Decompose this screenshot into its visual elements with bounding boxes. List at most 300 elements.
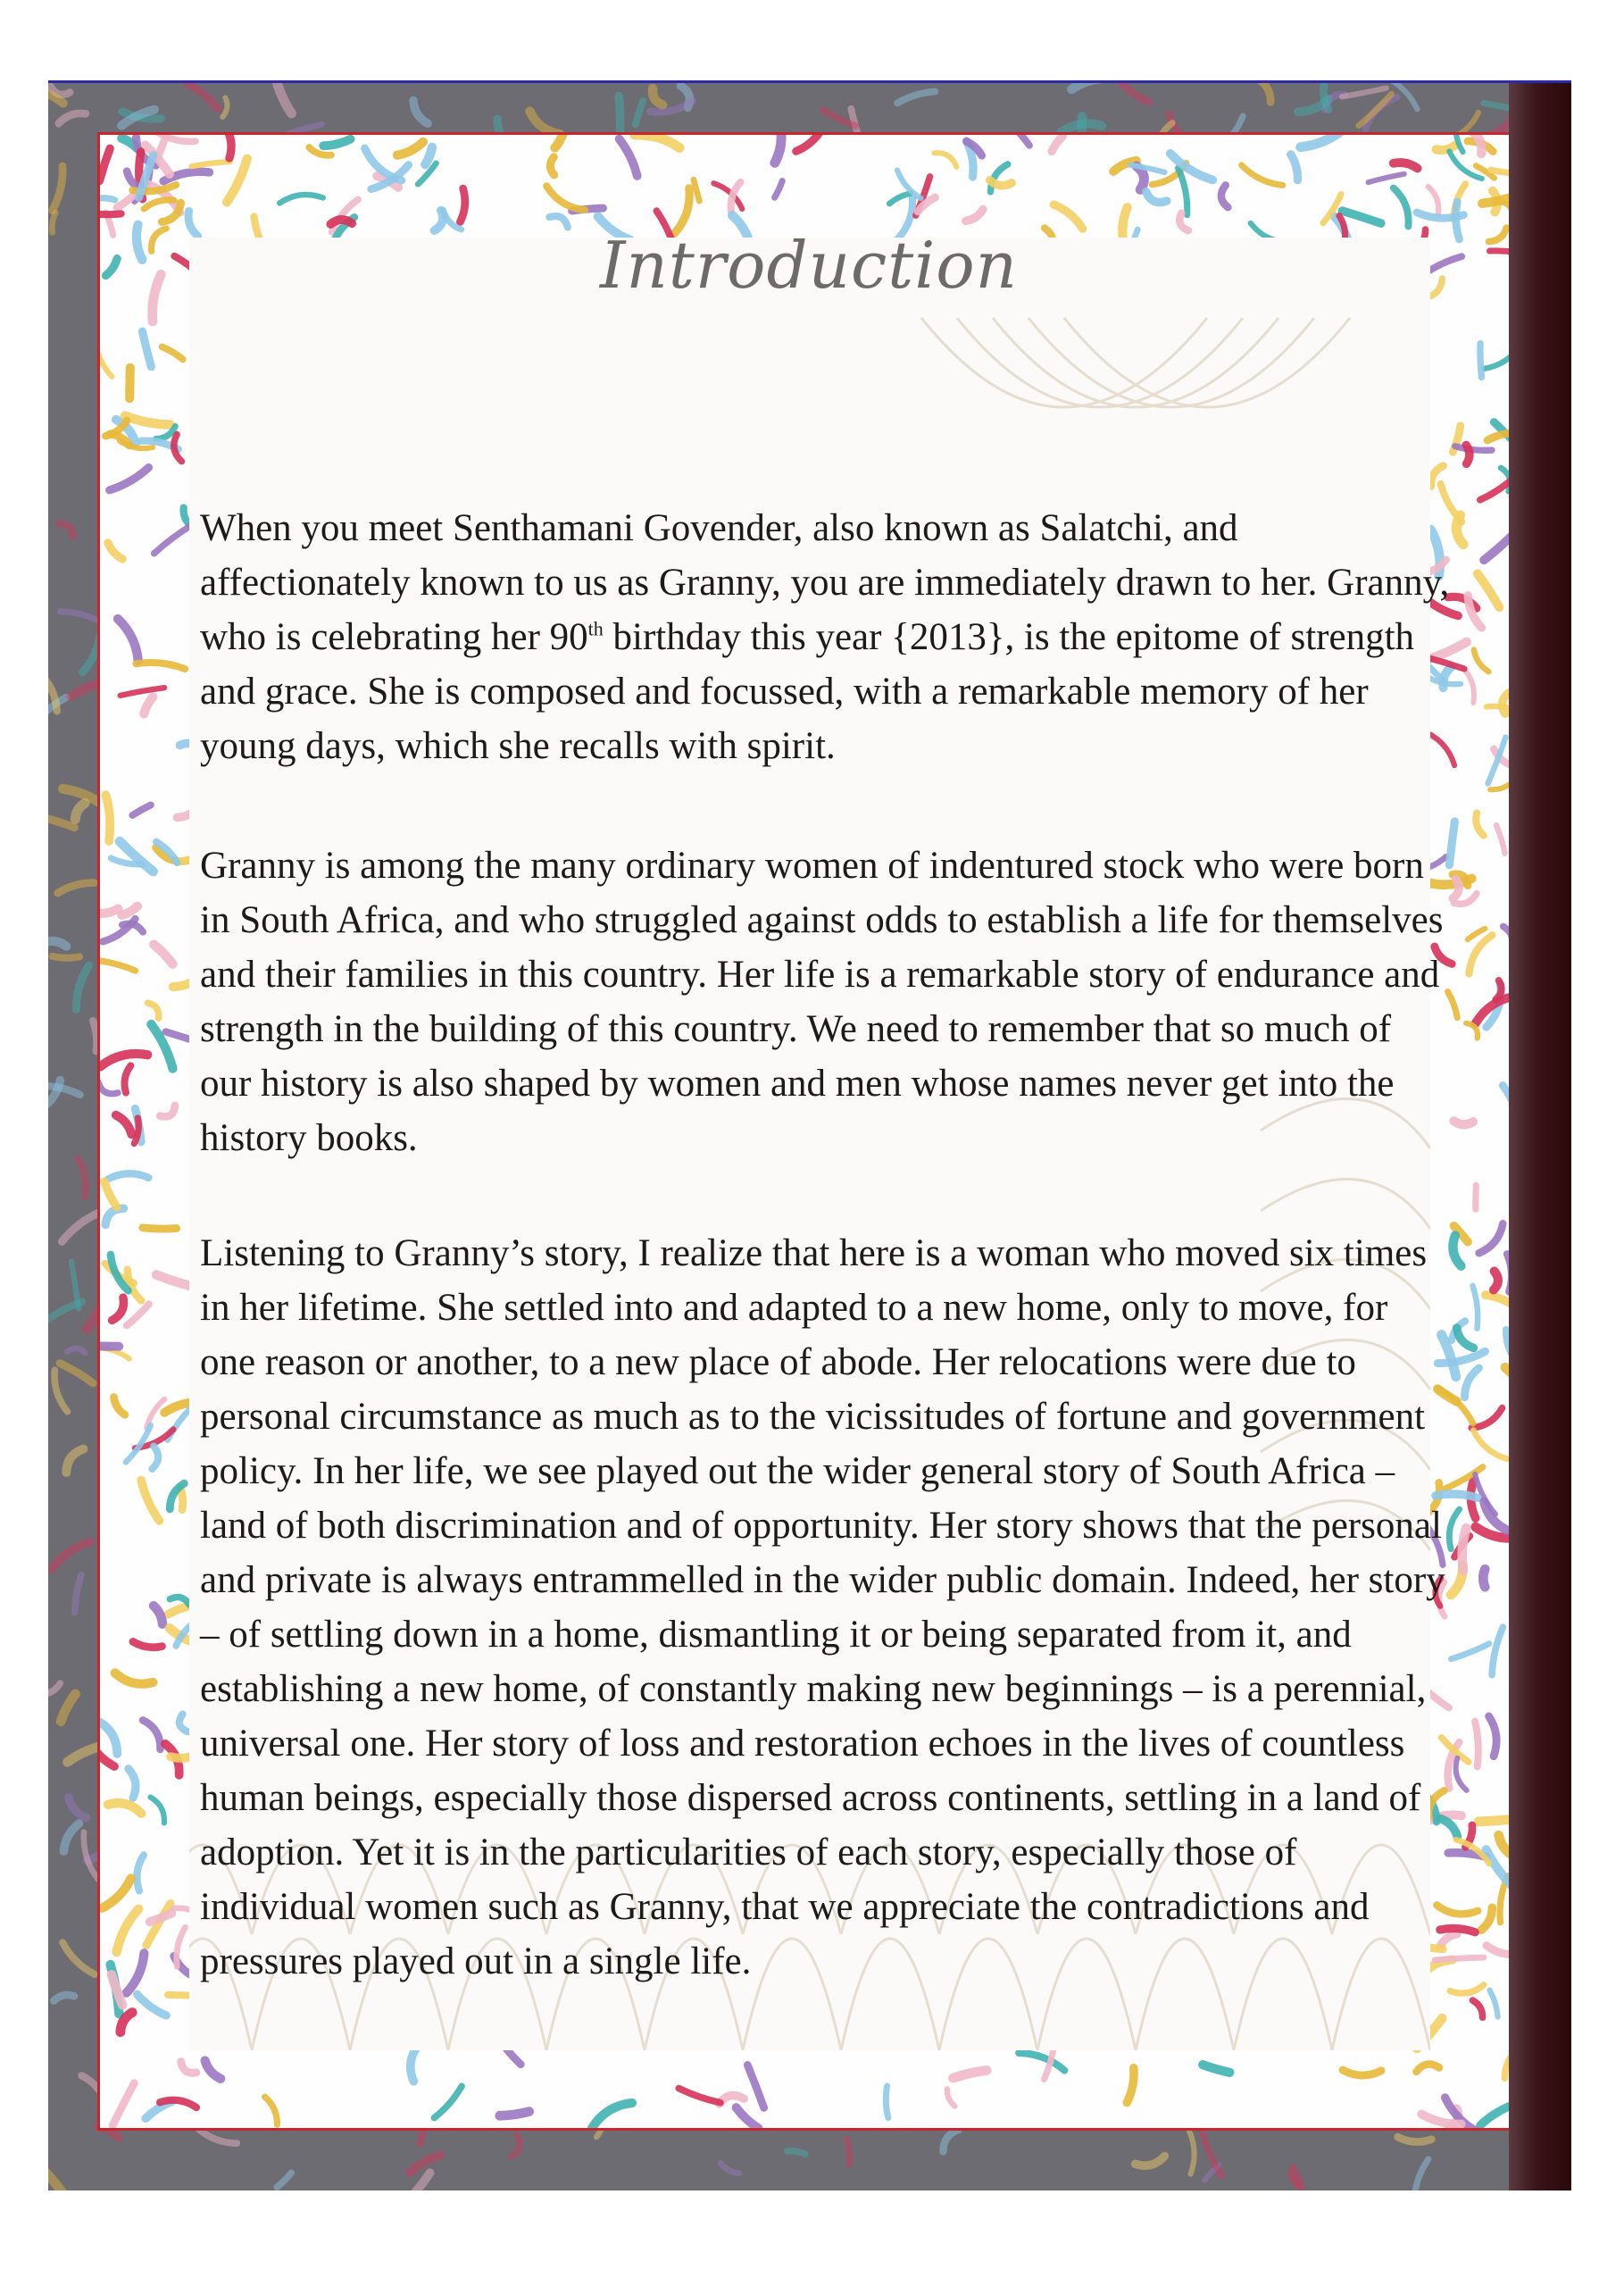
- confetti-piece: [100, 333, 112, 379]
- confetti-piece: [1494, 1272, 1498, 1290]
- confetti-piece: [48, 673, 60, 711]
- confetti-piece: [124, 1270, 141, 1303]
- confetti-piece: [550, 157, 554, 175]
- confetti-piece: [113, 1673, 153, 1687]
- confetti-piece: [191, 161, 229, 166]
- confetti-piece: [122, 112, 162, 121]
- confetti-piece: [512, 2134, 521, 2157]
- confetti-piece: [1144, 192, 1166, 206]
- confetti-piece: [650, 101, 694, 116]
- confetti-piece: [987, 162, 1008, 192]
- binding-shadow: [1509, 83, 1571, 2190]
- confetti-piece: [135, 1108, 141, 1141]
- confetti-piece: [143, 697, 153, 713]
- confetti-piece: [62, 1446, 84, 1473]
- confetti-piece: [160, 1106, 178, 1121]
- confetti-piece: [100, 1740, 114, 1768]
- confetti-piece: [156, 426, 178, 441]
- confetti-piece: [1471, 1408, 1504, 1432]
- confetti-piece: [122, 1065, 130, 1093]
- confetti-piece: [1490, 1990, 1500, 2016]
- confetti-piece: [48, 697, 66, 715]
- confetti-piece: [49, 87, 70, 97]
- confetti-piece: [271, 83, 291, 114]
- confetti-piece: [171, 434, 181, 462]
- confetti-piece: [48, 2173, 70, 2190]
- confetti-piece: [155, 135, 170, 163]
- confetti-piece: [104, 1181, 117, 1207]
- confetti-piece: [371, 164, 411, 191]
- page-title: Introduction: [600, 228, 1018, 303]
- confetti-piece: [100, 1344, 130, 1359]
- confetti-piece: [1484, 537, 1512, 561]
- confetti-piece: [966, 140, 975, 177]
- confetti-piece: [1451, 183, 1466, 220]
- confetti-piece: [111, 1974, 122, 2005]
- confetti-piece: [966, 209, 985, 222]
- confetti-piece: [418, 163, 437, 185]
- confetti-piece: [945, 2089, 954, 2107]
- confetti-piece: [120, 841, 154, 872]
- confetti-piece: [100, 1346, 119, 1347]
- confetti-piece: [1455, 515, 1463, 545]
- confetti-piece: [112, 2083, 134, 2126]
- confetti-piece: [1169, 154, 1212, 183]
- confetti-piece: [67, 1348, 85, 1353]
- confetti-piece: [1323, 195, 1342, 224]
- confetti-piece: [162, 169, 209, 181]
- confetti-piece: [1489, 1715, 1499, 1756]
- confetti-piece: [1054, 202, 1084, 229]
- confetti-piece: [1342, 88, 1387, 97]
- confetti-piece: [1470, 1431, 1508, 1463]
- confetti-piece: [775, 135, 784, 163]
- confetti-piece: [1112, 83, 1148, 104]
- confetti-piece: [736, 2107, 759, 2128]
- confetti-piece: [180, 1488, 184, 1509]
- confetti-piece: [60, 1363, 94, 1383]
- confetti-piece: [410, 100, 428, 125]
- confetti-piece: [136, 1994, 166, 2017]
- confetti-piece: [53, 1993, 74, 2001]
- confetti-piece: [1472, 1286, 1479, 1329]
- confetti-piece: [170, 1595, 190, 1605]
- confetti-piece: [1455, 446, 1492, 452]
- confetti-piece: [102, 1205, 123, 1225]
- confetti-piece: [172, 1956, 189, 1975]
- confetti-piece: [1480, 1502, 1507, 1533]
- confetti-piece: [589, 2099, 632, 2128]
- confetti-piece: [1462, 1366, 1479, 1398]
- confetti-piece: [620, 138, 639, 176]
- confetti-piece: [136, 661, 185, 669]
- confetti-piece: [143, 197, 174, 209]
- confetti-piece: [1473, 1474, 1495, 1515]
- confetti-piece: [148, 1000, 162, 1018]
- confetti-piece: [917, 196, 935, 212]
- confetti-piece: [1240, 165, 1283, 189]
- confetti-piece: [1453, 426, 1461, 453]
- confetti-piece: [434, 2086, 463, 2119]
- confetti-piece: [127, 1304, 149, 1326]
- confetti-piece: [1449, 822, 1454, 865]
- confetti-piece: [154, 944, 173, 964]
- confetti-piece: [187, 83, 220, 109]
- confetti-piece: [1466, 1021, 1481, 1039]
- confetti-piece: [73, 1574, 81, 1612]
- confetti-piece: [330, 220, 352, 224]
- confetti-piece: [425, 147, 433, 165]
- confetti-piece: [100, 148, 110, 180]
- confetti-piece: [1383, 83, 1420, 109]
- confetti-piece: [1475, 1721, 1479, 1766]
- lace-line: [1064, 318, 1350, 407]
- lace-line: [921, 318, 1207, 407]
- confetti-piece: [132, 805, 151, 815]
- confetti-piece: [111, 432, 131, 446]
- confetti-piece: [60, 1209, 102, 1242]
- confetti-piece: [1012, 135, 1030, 146]
- confetti-piece: [138, 152, 143, 199]
- confetti-piece: [277, 2173, 292, 2188]
- confetti-piece: [1468, 928, 1486, 939]
- confetti-piece: [1453, 1328, 1473, 1350]
- confetti-piece: [1451, 1236, 1462, 1267]
- confetti-piece: [121, 906, 137, 916]
- lace-line: [1261, 1179, 1430, 1229]
- confetti-piece: [1478, 573, 1500, 607]
- confetti-piece: [152, 135, 196, 146]
- confetti-piece: [775, 181, 783, 198]
- confetti-piece: [71, 1262, 79, 1308]
- confetti-piece: [100, 957, 136, 971]
- confetti-piece: [1449, 1320, 1465, 1340]
- confetti-piece: [895, 171, 920, 201]
- confetti-piece: [953, 2069, 987, 2078]
- confetti-piece: [60, 1693, 76, 1721]
- confetti-piece: [1127, 2068, 1136, 2103]
- confetti-piece: [1470, 1480, 1475, 1518]
- confetti-piece: [179, 2062, 196, 2077]
- confetti-piece: [223, 135, 234, 158]
- confetti-piece: [57, 880, 94, 894]
- confetti-piece: [1428, 186, 1442, 214]
- confetti-piece: [105, 421, 129, 438]
- confetti-piece: [1467, 135, 1486, 154]
- confetti-piece: [718, 2093, 744, 2104]
- confetti-piece: [1483, 1569, 1485, 1587]
- scanned-page-frame: [48, 80, 1571, 2190]
- confetti-piece: [151, 1795, 169, 1823]
- confetti-piece: [1453, 879, 1460, 899]
- confetti-piece: [1464, 668, 1477, 703]
- confetti-piece: [1496, 825, 1505, 854]
- confetti-piece: [409, 2045, 419, 2082]
- confetti-piece: [572, 208, 604, 212]
- confetti-piece: [1260, 83, 1273, 102]
- confetti-piece: [679, 2089, 720, 2104]
- confetti-piece: [111, 1965, 121, 2014]
- confetti-piece: [227, 159, 249, 204]
- confetti-piece: [103, 919, 137, 945]
- confetti-piece: [1321, 83, 1328, 110]
- confetti-piece: [145, 1398, 165, 1428]
- confetti-piece: [265, 2096, 280, 2125]
- confetti-piece: [1061, 121, 1102, 133]
- confetti-piece: [132, 1641, 162, 1648]
- confetti-piece: [143, 179, 183, 213]
- confetti-piece: [132, 185, 176, 194]
- confetti-piece: [1473, 994, 1511, 1024]
- confetti-piece: [59, 521, 76, 537]
- confetti-piece: [146, 145, 171, 174]
- confetti-piece: [51, 213, 55, 233]
- confetti-piece: [143, 1717, 165, 1749]
- confetti-piece: [397, 142, 424, 157]
- confetti-piece: [886, 2086, 888, 2118]
- confetti-piece: [60, 1942, 94, 1976]
- confetti-piece: [162, 203, 184, 225]
- confetti-piece: [1394, 186, 1413, 226]
- confetti-piece: [1453, 871, 1470, 886]
- confetti-piece: [141, 438, 179, 449]
- confetti-piece: [1287, 2174, 1320, 2190]
- confetti-piece: [1343, 2070, 1381, 2075]
- confetti-piece: [1453, 1121, 1472, 1124]
- confetti-piece: [135, 1855, 144, 1891]
- confetti-piece: [48, 1081, 62, 1108]
- confetti-piece: [1446, 151, 1482, 182]
- confetti-piece: [554, 135, 566, 148]
- confetti-piece: [460, 188, 466, 222]
- confetti-piece: [111, 858, 142, 866]
- confetti-piece: [222, 97, 229, 117]
- confetti-piece: [48, 813, 75, 827]
- confetti-piece: [107, 1255, 128, 1292]
- confetti-piece: [1112, 159, 1137, 171]
- confetti-piece: [1130, 164, 1164, 172]
- confetti-piece: [1461, 1528, 1466, 1571]
- confetti-piece: [1301, 135, 1344, 150]
- confetti-piece: [61, 1822, 79, 1851]
- confetti-piece: [106, 543, 122, 560]
- confetti-piece: [897, 89, 936, 103]
- confetti-piece: [112, 1298, 127, 1323]
- book-page: [97, 132, 1520, 2131]
- confetti-piece: [916, 177, 930, 216]
- confetti-piece: [1468, 138, 1495, 152]
- confetti-piece: [650, 88, 663, 106]
- confetti-piece: [635, 101, 643, 124]
- confetti-piece: [1019, 2049, 1066, 2070]
- confetti-piece: [1368, 173, 1403, 182]
- confetti-piece: [1452, 1644, 1490, 1660]
- paragraph-3: Listening to Granny’s story, I realize that here is a woman who moved six times in her lifetime. She settled into and adapted to a new home, only to move, for one reason or another, to a new place of abode. Her relocations were due to personal circumstance as much as to the vicissitudes of fortune and government policy. In her life, we see played out the wider general story of South Africa – land of both discrimination and of opportunity. Her story shows that the personal and private is always entrammelled in the wider public domain. Indeed, her story – of settling down in a home, dismantling it or being separated from it, and establishing a new home, of constantly making new beginnings – is a perennial, universal one. Her story of loss and restoration echoes in the lives of countless human beings, especially those dispersed across continents, settling in a land of adoption. Yet it is in the particularities of each story, especially those of individual women such as Granny, that we appreciate the contradictions and pressures played out in a single life.: [200, 1232, 1445, 1982]
- confetti-piece: [412, 2173, 430, 2190]
- confetti-piece: [48, 939, 67, 947]
- confetti-piece: [1394, 161, 1419, 169]
- confetti-piece: [1359, 94, 1392, 126]
- confetti-piece: [1453, 894, 1478, 908]
- confetti-piece: [1473, 814, 1483, 837]
- confetti-piece: [1465, 596, 1482, 630]
- confetti-piece: [1487, 984, 1505, 1029]
- confetti-piece: [51, 1370, 68, 1413]
- confetti-piece: [1490, 1627, 1503, 1675]
- confetti-piece: [50, 1539, 91, 1569]
- confetti-piece: [53, 166, 66, 212]
- confetti-piece: [549, 213, 570, 228]
- confetti-piece: [1497, 1875, 1508, 1923]
- confetti-piece: [967, 140, 983, 155]
- confetti-piece: [1453, 1535, 1470, 1556]
- confetti-piece: [720, 2163, 739, 2174]
- confetti-piece: [635, 135, 681, 148]
- confetti-piece: [361, 148, 401, 185]
- confetti-piece: [728, 181, 740, 212]
- confetti-piece: [1476, 1185, 1477, 1209]
- confetti-piece: [544, 186, 585, 214]
- confetti-piece: [1493, 190, 1499, 212]
- paragraph-1-text-b: birthday this year {2013}, is the epitome of strength and grace. She is composed and focussed, with a remarkable memory of her young days, which she recalls with spirit.: [200, 616, 1415, 767]
- confetti-piece: [105, 795, 111, 841]
- confetti-piece: [112, 1398, 125, 1416]
- confetti-piece: [124, 171, 144, 193]
- confetti-piece: [48, 1683, 62, 1698]
- confetti-piece: [162, 346, 184, 360]
- confetti-piece: [122, 921, 145, 931]
- confetti-piece: [154, 524, 192, 554]
- paragraph-1-text-a: When you meet Senthamani Govender, also known as Salatchi, and affectionately known to us as Granny, you are immediately drawn to her. Granny, who is celebrating her 90: [200, 507, 1450, 658]
- confetti-piece: [125, 416, 171, 427]
- confetti-piece: [121, 108, 154, 126]
- confetti-piece: [131, 138, 155, 169]
- confetti-piece: [117, 186, 144, 209]
- confetti-piece: [57, 110, 86, 123]
- confetti-piece: [1448, 1851, 1487, 1857]
- confetti-piece: [681, 85, 693, 108]
- paragraph-2: Granny is among the many ordinary women of indentured stock who were born in South Africa, and who struggled against odds to establish a life for themselves and their families in this country. Her life is a remarkable story of endurance and strength in the building of this country. We need to remember that so much of our history is also shaped by women and men whose names never get into the history books.: [200, 845, 1444, 1159]
- confetti-piece: [1136, 2156, 1166, 2168]
- confetti-piece: [165, 1742, 183, 1775]
- confetti-piece: [1415, 2063, 1439, 2072]
- confetti-piece: [1479, 1223, 1507, 1256]
- confetti-piece: [154, 847, 188, 866]
- confetti-piece: [53, 956, 80, 958]
- confetti-piece: [323, 139, 351, 147]
- confetti-piece: [889, 192, 911, 204]
- confetti-piece: [100, 1081, 118, 1097]
- confetti-piece: [203, 2061, 221, 2081]
- confetti-piece: [100, 1049, 147, 1066]
- confetti-piece: [1479, 343, 1481, 377]
- confetti-piece: [1178, 168, 1190, 215]
- confetti-piece: [156, 840, 179, 863]
- confetti-piece: [1203, 2065, 1229, 2073]
- confetti-piece: [113, 1907, 138, 1952]
- confetti-piece: [1420, 2114, 1461, 2126]
- confetti-piece: [747, 2065, 764, 2107]
- confetti-piece: [73, 802, 85, 819]
- confetti-piece: [146, 1903, 170, 1945]
- confetti-piece: [139, 1481, 159, 1522]
- confetti-piece: [694, 179, 699, 201]
- confetti-piece: [116, 1114, 134, 1134]
- confetti-piece: [1465, 1825, 1474, 1848]
- confetti-piece: [100, 909, 118, 914]
- confetti-piece: [73, 964, 89, 1009]
- confetti-piece: [1466, 445, 1470, 463]
- confetti-piece: [1445, 1467, 1483, 1489]
- confetti-piece: [1321, 90, 1345, 109]
- confetti-piece: [1293, 2167, 1301, 2184]
- confetti-piece: [1189, 2131, 1195, 2174]
- lace-line: [957, 318, 1243, 407]
- confetti-piece: [166, 1481, 184, 1509]
- confetti-piece: [138, 155, 154, 198]
- confetti-piece: [129, 1768, 137, 1798]
- confetti-piece: [78, 1157, 88, 1197]
- confetti-piece: [48, 88, 64, 103]
- confetti-piece: [1152, 163, 1188, 188]
- confetti-piece: [1450, 2109, 1461, 2128]
- confetti-piece: [166, 1407, 190, 1439]
- confetti-piece: [135, 1430, 175, 1452]
- confetti-piece: [129, 368, 130, 398]
- confetti-piece: [134, 1118, 140, 1144]
- confetti-piece: [160, 2098, 197, 2107]
- confetti-piece: [1201, 2132, 1221, 2176]
- confetti-piece: [119, 441, 153, 451]
- confetti-piece: [154, 1605, 164, 1623]
- confetti-piece: [1342, 211, 1381, 223]
- confetti-piece: [500, 2112, 529, 2117]
- confetti-piece: [1476, 165, 1495, 178]
- confetti-piece: [142, 331, 151, 367]
- confetti-piece: [143, 1228, 177, 1230]
- lace-line: [993, 318, 1278, 407]
- confetti-piece: [822, 110, 855, 127]
- confetti-piece: [173, 1926, 185, 1966]
- confetti-piece: [67, 1746, 98, 1762]
- confetti-piece: [1204, 2165, 1219, 2181]
- confetti-piece: [1495, 980, 1503, 1000]
- confetti-piece: [1453, 1758, 1467, 1792]
- confetti-piece: [121, 688, 165, 696]
- confetti-piece: [1291, 154, 1300, 179]
- confetti-piece: [1453, 135, 1462, 153]
- confetti-piece: [100, 197, 115, 202]
- confetti-piece: [1298, 99, 1330, 115]
- confetti-piece: [713, 180, 745, 209]
- confetti-piece: [151, 1023, 175, 1069]
- confetti-piece: [152, 1446, 159, 1469]
- confetti-piece: [279, 192, 322, 203]
- confetti-piece: [1051, 136, 1062, 151]
- confetti-piece: [135, 169, 154, 203]
- confetti-piece: [1437, 146, 1456, 152]
- confetti-piece: [1488, 738, 1506, 784]
- confetti-piece: [1411, 2158, 1428, 2190]
- confetti-piece: [1481, 1907, 1495, 1932]
- confetti-piece: [1417, 213, 1464, 220]
- confetti-piece: [126, 1425, 153, 1464]
- confetti-piece: [1397, 2137, 1431, 2143]
- confetti-piece: [110, 468, 150, 493]
- confetti-piece: [127, 1953, 148, 1994]
- confetti-piece: [1448, 593, 1478, 608]
- confetti-piece: [48, 1299, 82, 1326]
